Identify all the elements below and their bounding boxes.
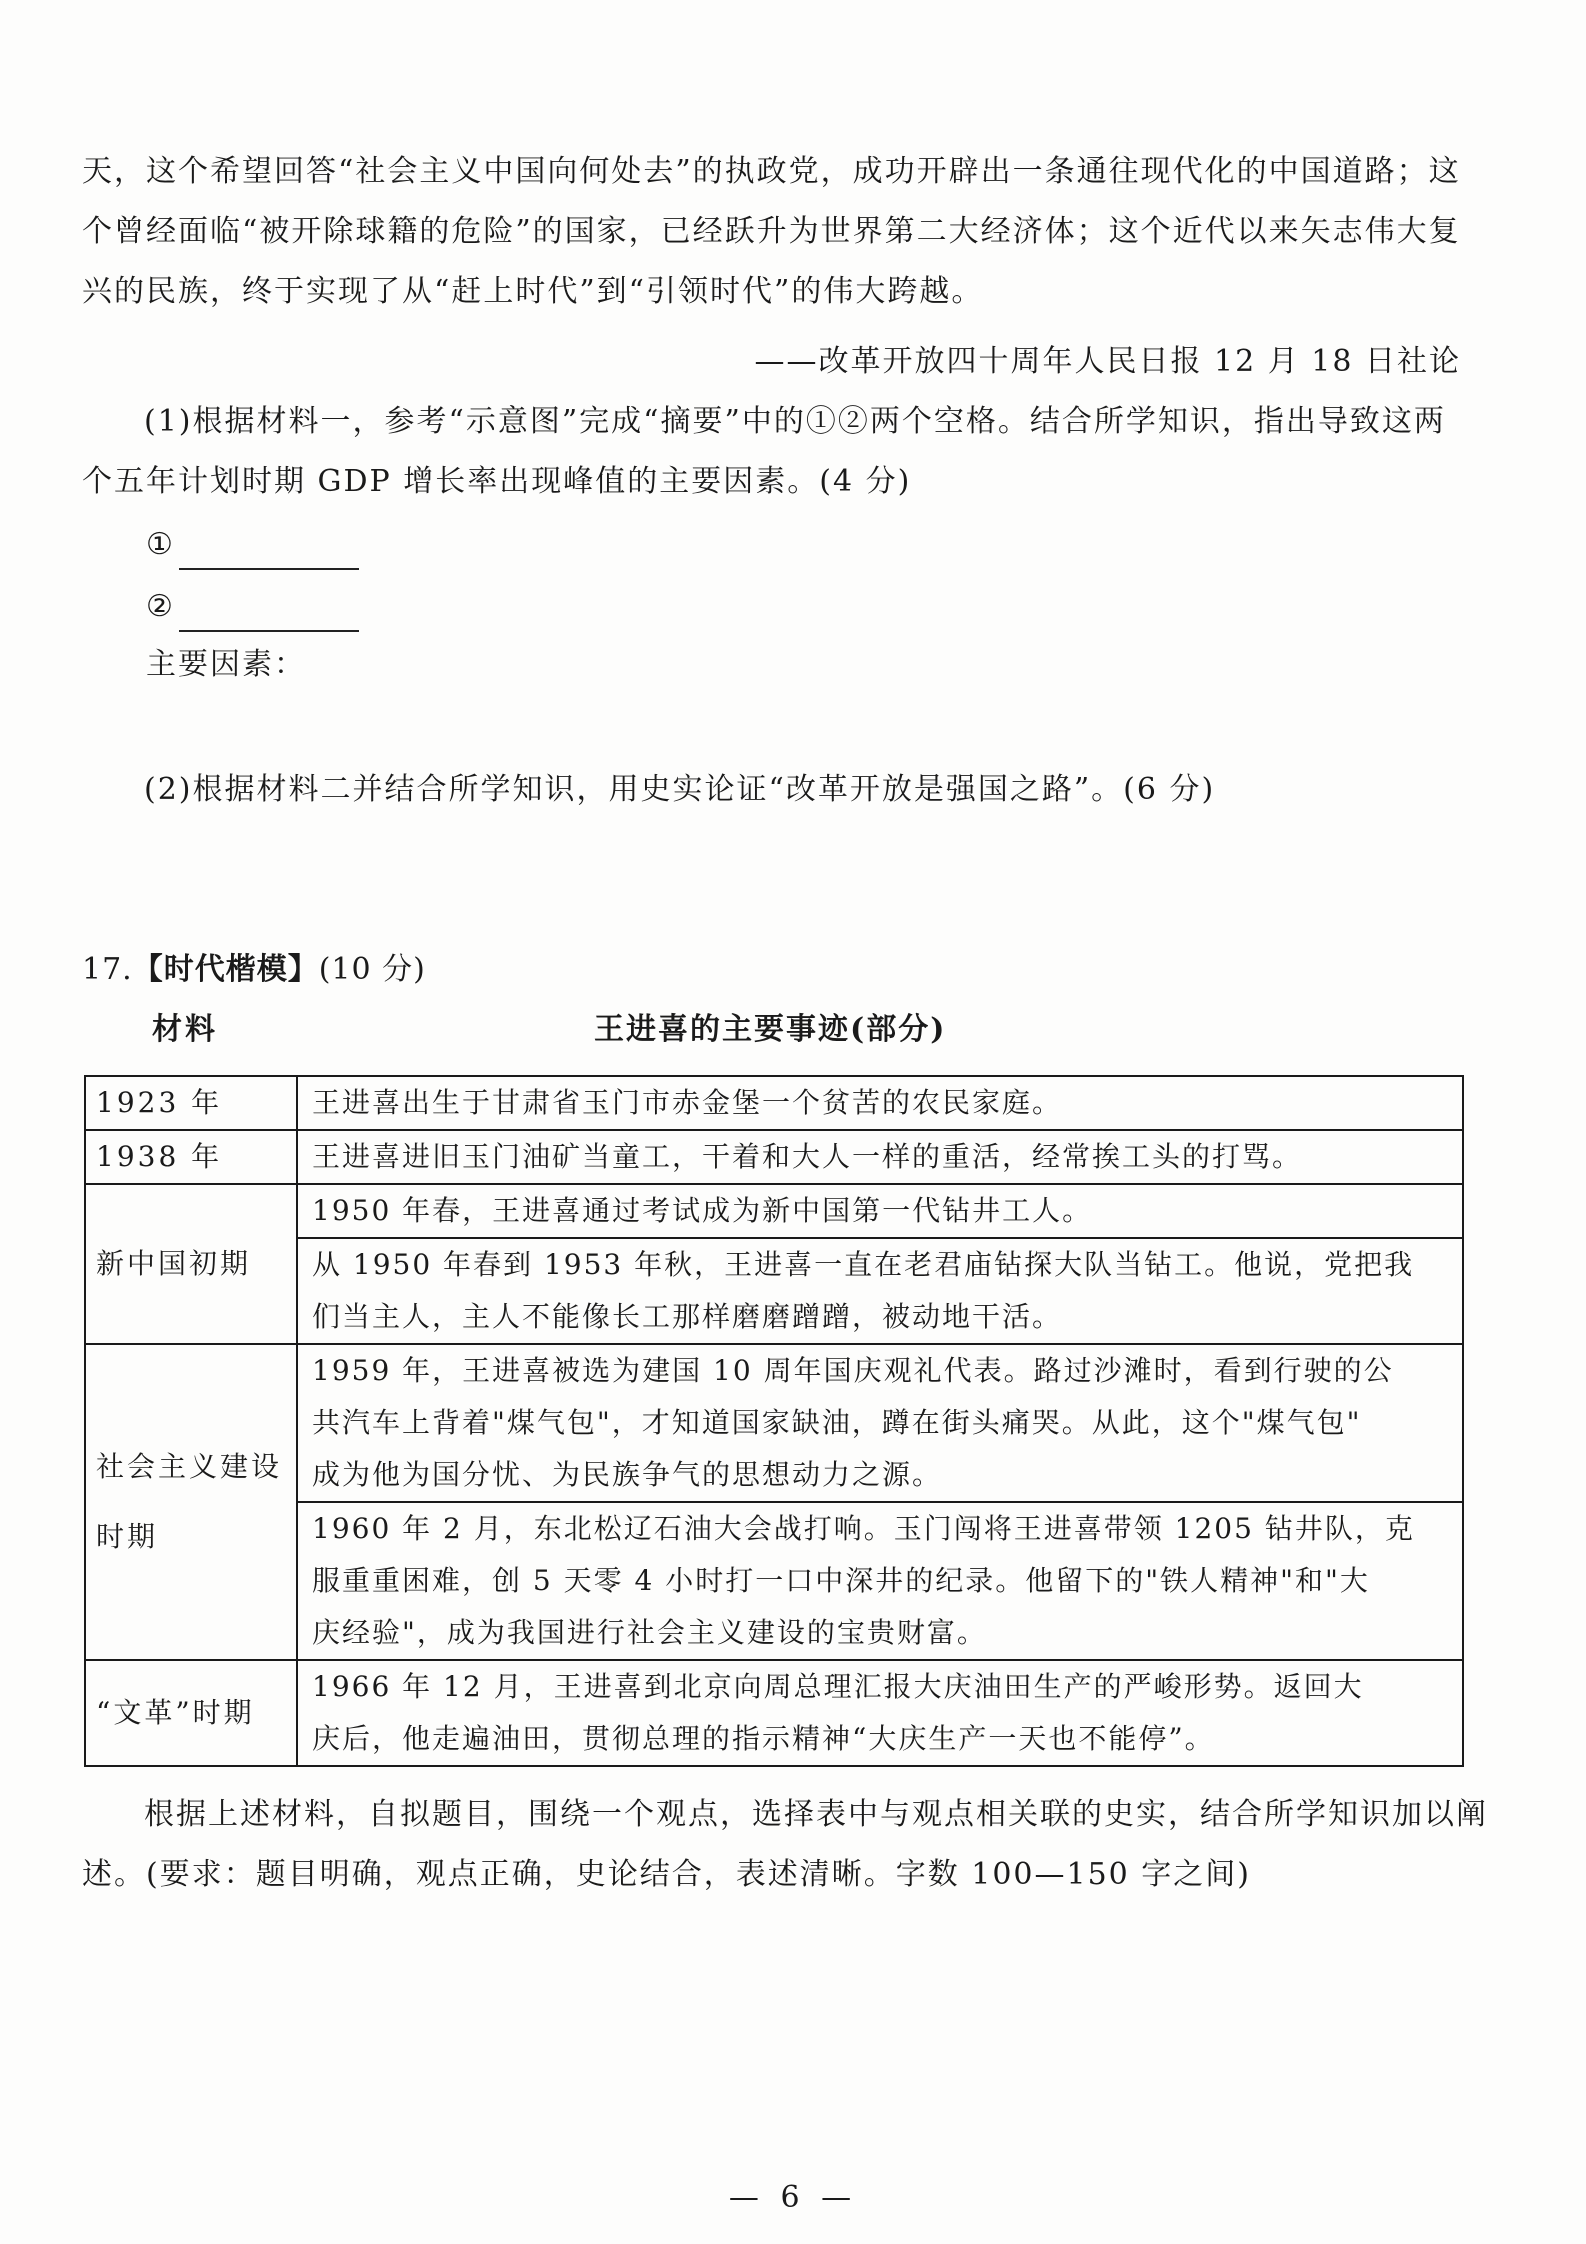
question-1-line: (1)根据材料一，参考“示意图”完成“摘要”中的①②两个空格。结合所学知识，指出导致这两	[144, 404, 1446, 439]
question-17-score: (10 分)	[318, 952, 426, 987]
answer-blank-1[interactable]	[146, 520, 359, 570]
event-line: 1966 年 12 月，王进喜到北京向周总理汇报大庆油田生产的严峻形势。返回大	[312, 1670, 1364, 1703]
table-row	[85, 1344, 1463, 1502]
event-cell	[297, 1502, 1463, 1660]
page-number: — 6 —	[728, 2180, 858, 2215]
intro-line: 兴的民族，终于实现了从“赶上时代”到“引领时代”的伟大跨越。	[82, 274, 984, 309]
event-line: 庆经验"，成为我国进行社会主义建设的宝贵财富。	[312, 1616, 987, 1649]
event-cell	[297, 1130, 1463, 1184]
event-line: 成为他为国分忧、为民族争气的思想动力之源。	[312, 1458, 943, 1491]
event-line: 1959 年，王进喜被选为建国 10 周年国庆观礼代表。路过沙滩时，看到行驶的公	[312, 1354, 1394, 1387]
question-17-heading	[82, 940, 426, 1000]
question-17-title: 【时代楷模】	[132, 952, 319, 987]
period-cell	[85, 1344, 297, 1660]
event-line: 共汽车上背着"煤气包"，才知道国家缺油，蹲在街头痛哭。从此，这个"煤气包"	[312, 1406, 1362, 1439]
period-line: 社会主义建设	[96, 1450, 283, 1483]
period-cell: 新中国初期	[85, 1184, 297, 1344]
event-cell	[297, 1660, 1463, 1766]
event-line: 王进喜进旧玉门油矿当童工，干着和大人一样的重活，经常挨工头的打骂。	[312, 1140, 1303, 1173]
event-cell	[297, 1184, 1463, 1238]
material-label: 材料	[152, 1012, 218, 1047]
intro-line: 天，这个希望回答“社会主义中国向何处去”的执政党，成功开辟出一条通往现代化的中国道路；这	[82, 154, 1461, 189]
period-line: 时期	[96, 1520, 159, 1553]
event-line: 服重重困难，创 5 天零 4 小时打一口中深井的纪录。他留下的"铁人精神"和"大	[312, 1564, 1370, 1597]
event-line: 庆后，他走遍油田，贯彻总理的指示精神“大庆生产一天也不能停”。	[312, 1722, 1215, 1755]
event-cell	[297, 1238, 1463, 1344]
question-17-instruction	[82, 1785, 1488, 1905]
instruction-line: 述。(要求：题目明确，观点正确，史论结合，表述清晰。字数 100—150 字之间)	[82, 1857, 1252, 1892]
question-17-number: 17.	[82, 952, 133, 987]
period-cell: 1923 年	[85, 1076, 297, 1130]
table-title: 王进喜的主要事迹(部分)	[594, 1012, 947, 1047]
answer-blank-2[interactable]	[146, 582, 359, 632]
event-line: 1960 年 2 月，东北松辽石油大会战打响。玉门闯将王进喜带领 1205 钻井队，克	[312, 1512, 1415, 1545]
blank-2-marker: ②	[146, 589, 173, 624]
event-line: 王进喜出生于甘肃省玉门市赤金堡一个贫苦的农民家庭。	[312, 1086, 1063, 1119]
main-factor-label: 主要因素：	[146, 647, 306, 682]
question-1-line: 个五年计划时期 GDP 增长率出现峰值的主要因素。(4 分)	[82, 464, 912, 499]
intro-line: 个曾经面临“被开除球籍的危险”的国家，已经跃升为世界第二大经济体；这个近代以来矢志伟大复	[82, 214, 1461, 249]
table-row	[85, 1130, 1463, 1184]
events-table	[84, 1075, 1464, 1767]
event-line: 1950 年春，王进喜通过考试成为新中国第一代钻井工人。	[312, 1194, 1093, 1227]
blank-1-marker: ①	[146, 527, 173, 562]
question-2	[82, 760, 1462, 820]
period-cell: “文革”时期	[85, 1660, 297, 1766]
event-cell	[297, 1344, 1463, 1502]
material-two-continuation	[82, 142, 1462, 322]
instruction-line: 根据上述材料，自拟题目，围绕一个观点，选择表中与观点相关联的史实，结合所学知识加以阐	[144, 1797, 1488, 1832]
event-line: 从 1950 年春到 1953 年秋，王进喜一直在老君庙钻探大队当钻工。他说，党把我	[312, 1248, 1415, 1281]
blank-1-line[interactable]	[179, 534, 359, 570]
event-cell	[297, 1076, 1463, 1130]
material-source: ——改革开放四十周年人民日报 12 月 18 日社论	[754, 344, 1461, 379]
question-2-text: (2)根据材料二并结合所学知识，用史实论证“改革开放是强国之路”。(6 分)	[144, 772, 1216, 807]
table-row	[85, 1076, 1463, 1130]
table-row	[85, 1660, 1463, 1766]
event-line: 们当主人，主人不能像长工那样磨磨蹭蹭，被动地干活。	[312, 1300, 1063, 1333]
blank-2-line[interactable]	[179, 596, 359, 632]
question-1	[82, 392, 1462, 512]
period-cell: 1938 年	[85, 1130, 297, 1184]
table-row	[85, 1184, 1463, 1238]
